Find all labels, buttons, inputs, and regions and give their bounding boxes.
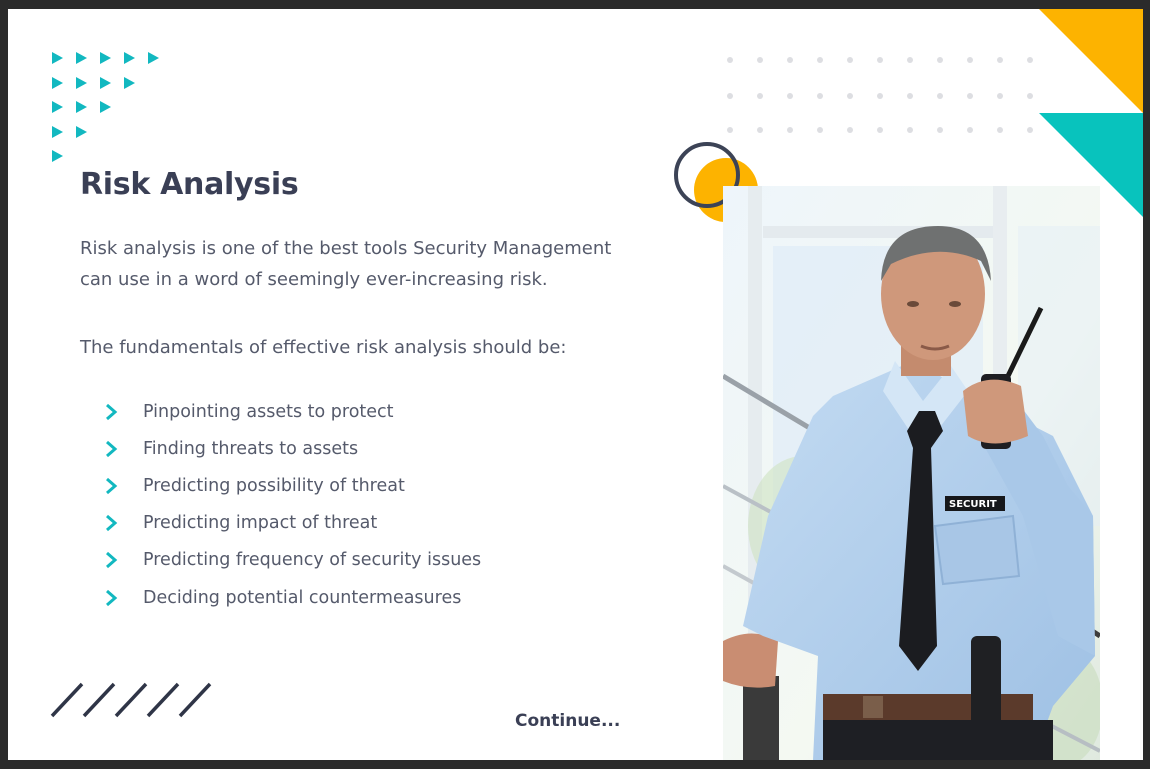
triangle-icon: [52, 150, 63, 162]
triangle-icon: [76, 101, 87, 113]
list-item-text: Finding threats to assets: [143, 438, 359, 459]
triangle-icon: [76, 77, 87, 89]
yellow-corner-triangle: [1039, 9, 1143, 113]
chevron-right-icon: [104, 403, 120, 421]
list-item-text: Predicting frequency of security issues: [143, 550, 482, 571]
list-item-text: Predicting possibility of threat: [143, 475, 405, 496]
fundamentals-heading: The fundamentals of effective risk analysis should be:: [80, 337, 567, 358]
list-item: [104, 393, 481, 430]
triangle-icon: [76, 126, 87, 138]
chevron-right-icon: [104, 477, 120, 495]
slash-lines-icon: [50, 682, 220, 718]
slide: [8, 9, 1143, 760]
triangle-icon: [100, 52, 111, 64]
chevron-right-icon: [104, 589, 120, 607]
triangle-icon: [124, 77, 135, 89]
list-item: [104, 505, 481, 542]
triangle-icon: [124, 52, 135, 64]
triangle-icon: [100, 77, 111, 89]
list-item: [104, 467, 481, 504]
triangle-icon: [52, 77, 63, 89]
uniform-badge-text: SECURIT: [949, 499, 997, 510]
intro-paragraph: Risk analysis is one of the best tools Security Management can use in a word of seemingly ever-increasing risk.: [80, 238, 612, 290]
chevron-right-icon: [104, 514, 120, 532]
chevron-right-icon: [104, 551, 120, 569]
triangle-icon: [100, 101, 111, 113]
continue-button[interactable]: Continue...: [515, 711, 621, 731]
list-item-text: Deciding potential countermeasures: [143, 587, 462, 608]
chevron-right-icon: [104, 440, 120, 458]
triangle-icon: [52, 126, 63, 138]
list-item-text: Pinpointing assets to protect: [143, 401, 394, 422]
security-guard-photo: [723, 186, 1100, 760]
list-item: [104, 579, 481, 616]
triangle-icon: [52, 52, 63, 64]
fundamentals-list: [104, 393, 481, 616]
list-item-text: Predicting impact of threat: [143, 513, 378, 534]
list-item: [104, 430, 481, 467]
list-item: [104, 542, 481, 579]
triangle-pattern-decoration: [52, 46, 172, 169]
triangle-icon: [148, 52, 159, 64]
dot-pattern-decoration: [727, 57, 1057, 163]
page-title: Risk Analysis: [80, 167, 299, 202]
triangle-icon: [52, 101, 63, 113]
triangle-icon: [76, 52, 87, 64]
